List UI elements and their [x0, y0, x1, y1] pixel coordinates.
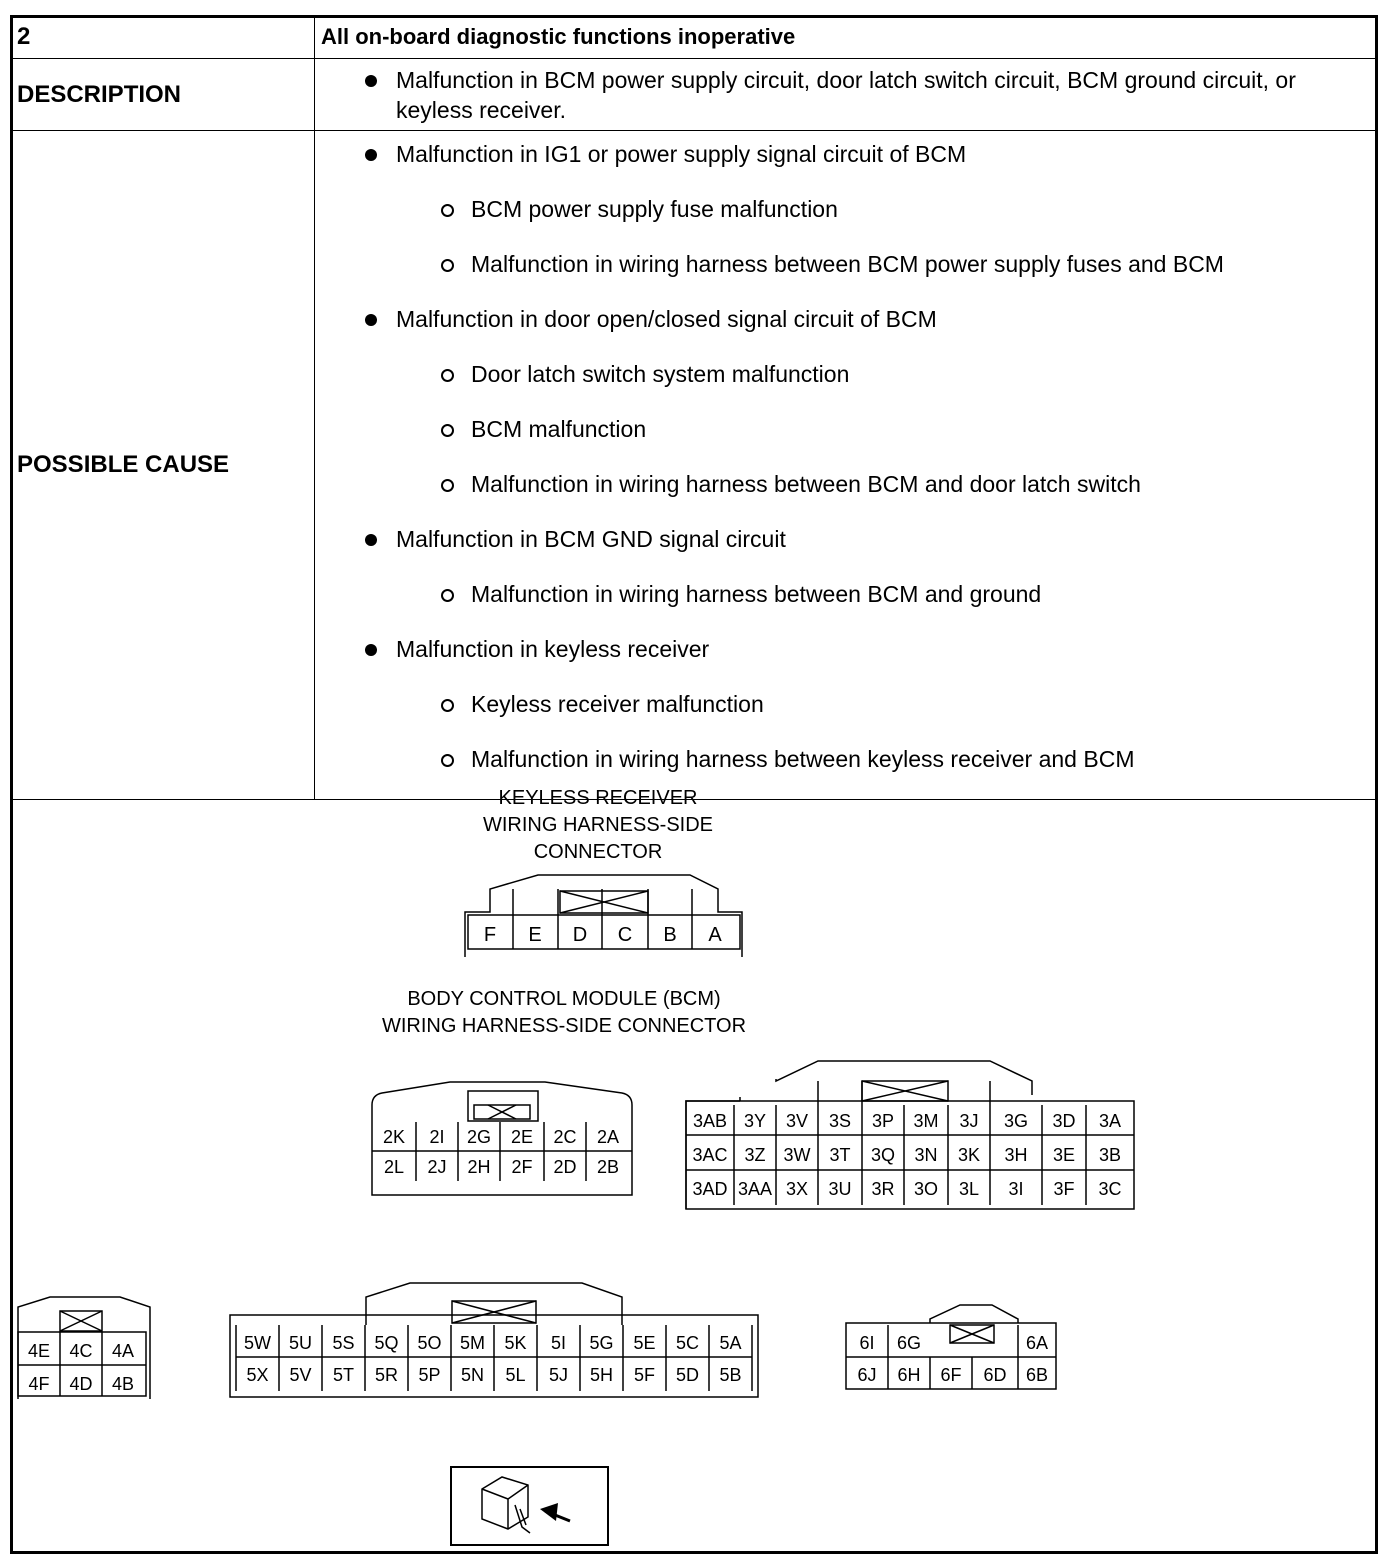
keyless-pin-label: B: [663, 924, 677, 946]
c5-pin-label: 5G: [589, 1333, 614, 1353]
c3-pin-label: 3N: [914, 1145, 938, 1165]
c3-pin-label: 3J: [959, 1111, 979, 1131]
c3-pin-label: 3R: [871, 1179, 895, 1199]
c4-pin-label: 4F: [28, 1374, 50, 1394]
cause-subitem: Malfunction in wiring harness between BCM and ground: [321, 579, 1377, 609]
c5-pin-label: 5O: [417, 1333, 442, 1353]
keyless-pin-label: A: [708, 924, 722, 946]
c2-pin-label: 2D: [553, 1157, 577, 1177]
description-item: Malfunction in BCM power supply circuit, door latch switch circuit, BCM ground circuit, or keyless receiver.: [321, 65, 1377, 125]
keyless-connector-title: CONNECTOR: [533, 841, 663, 863]
cause-subitem: Malfunction in wiring harness between keyless receiver and BCM: [321, 744, 1377, 774]
c5-pin-label: 5F: [633, 1365, 656, 1385]
c3-pin-label: 3P: [871, 1111, 895, 1131]
cause-item: Malfunction in door open/closed signal circuit of BCM: [321, 304, 1377, 334]
c5-pin-label: 5K: [504, 1333, 527, 1353]
c5-pin-label: 5P: [418, 1365, 441, 1385]
c5-pin-label: 5Q: [374, 1333, 399, 1353]
c2-pin-label: 2I: [429, 1127, 445, 1147]
keyless-connector-title: WIRING HARNESS-SIDE: [482, 814, 714, 836]
c2-pin-label: 2H: [467, 1157, 491, 1177]
connector-diagram: [10, 777, 1378, 1554]
c2-pin-label: 2E: [510, 1127, 534, 1147]
c4-pin-label: 4A: [111, 1341, 135, 1361]
c3-pin-label: 3H: [1004, 1145, 1028, 1165]
c3-pin-label: 3AD: [692, 1179, 728, 1199]
c3-pin-label: 3O: [913, 1179, 939, 1199]
c3-pin-label: 3B: [1098, 1145, 1122, 1165]
c6-pin-label: 6I: [859, 1333, 875, 1353]
c5-pin-label: 5A: [719, 1333, 742, 1353]
c5-pin-label: 5E: [633, 1333, 656, 1353]
c3-pin-label: 3U: [828, 1179, 852, 1199]
c5-pin-label: 5V: [289, 1365, 312, 1385]
c5-pin-label: 5L: [505, 1365, 526, 1385]
possible-cause-label: POSSIBLE CAUSE: [11, 131, 315, 800]
c3-pin-label: 3AB: [692, 1111, 728, 1131]
c5-pin-label: 5D: [675, 1365, 700, 1385]
c4-pin-label: 4D: [69, 1374, 93, 1394]
c2-pin-label: 2J: [427, 1157, 447, 1177]
c2-pin-label: 2A: [596, 1127, 620, 1147]
c4-pin-label: 4E: [27, 1341, 51, 1361]
c3-pin-label: 3A: [1098, 1111, 1122, 1131]
c6-pin-label: 6J: [857, 1365, 877, 1385]
description-label: DESCRIPTION: [11, 59, 315, 131]
c5-pin-label: 5W: [244, 1333, 271, 1353]
c3-pin-label: 3X: [785, 1179, 809, 1199]
c3-pin-label: 3V: [785, 1111, 809, 1131]
c2-pin-label: 2F: [511, 1157, 533, 1177]
c6-pin-label: 6F: [940, 1365, 962, 1385]
c6-pin-label: 6A: [1025, 1333, 1049, 1353]
cause-subitem: BCM power supply fuse malfunction: [321, 194, 1377, 224]
cause-item: Malfunction in IG1 or power supply signal circuit of BCM: [321, 139, 1377, 169]
cause-item: Malfunction in BCM GND signal circuit: [321, 524, 1377, 554]
bcm-connector-title: WIRING HARNESS-SIDE CONNECTOR: [381, 1015, 747, 1037]
c3-pin-label: 3D: [1052, 1111, 1076, 1131]
c5-pin-label: 5X: [246, 1365, 269, 1385]
c3-pin-label: 3F: [1053, 1179, 1075, 1199]
c5-pin-label: 5N: [460, 1365, 485, 1385]
c2-pin-label: 2C: [553, 1127, 577, 1147]
c2-pin-label: 2K: [382, 1127, 406, 1147]
c6-pin-label: 6D: [983, 1365, 1007, 1385]
c5-pin-label: 5S: [332, 1333, 355, 1353]
c3-pin-label: 3AC: [692, 1145, 728, 1165]
step-number: 2: [11, 16, 315, 59]
c4-pin-label: 4C: [69, 1341, 93, 1361]
c3-pin-label: 3L: [958, 1179, 980, 1199]
keyless-pin-label: E: [528, 924, 542, 946]
c3-pin-label: 3Z: [744, 1145, 766, 1165]
c3-pin-label: 3W: [783, 1145, 811, 1165]
c5-pin-label: 5T: [332, 1365, 355, 1385]
c3-pin-label: 3I: [1008, 1179, 1024, 1199]
c5-pin-label: 5I: [550, 1333, 567, 1353]
c2-pin-label: 2B: [596, 1157, 620, 1177]
c6-pin-label: 6B: [1025, 1365, 1049, 1385]
c2-pin-label: 2L: [383, 1157, 405, 1177]
c6-pin-label: 6H: [897, 1365, 921, 1385]
cause-subitem: Malfunction in wiring harness between BCM power supply fuses and BCM: [321, 249, 1377, 279]
c3-pin-label: 3M: [913, 1111, 939, 1131]
c5-pin-label: 5B: [719, 1365, 742, 1385]
c3-pin-label: 3Y: [743, 1111, 767, 1131]
c5-pin-label: 5R: [374, 1365, 399, 1385]
c3-pin-label: 3Q: [870, 1145, 896, 1165]
c3-pin-label: 3G: [1003, 1111, 1029, 1131]
c3-pin-label: 3AA: [737, 1179, 773, 1199]
keyless-pin-label: F: [483, 924, 497, 946]
cause-subitem: BCM malfunction: [321, 414, 1377, 444]
keyless-pin-label: D: [572, 924, 588, 946]
c6-pin-label: 6G: [896, 1333, 922, 1353]
c3-pin-label: 3C: [1098, 1179, 1122, 1199]
keyless-pin-label: C: [617, 924, 633, 946]
c5-pin-label: 5H: [589, 1365, 614, 1385]
c3-pin-label: 3K: [957, 1145, 981, 1165]
c3-pin-label: 3S: [828, 1111, 852, 1131]
c5-pin-label: 5U: [288, 1333, 313, 1353]
c3-pin-label: 3T: [829, 1145, 851, 1165]
c3-pin-label: 3E: [1052, 1145, 1076, 1165]
keyless-connector-title: KEYLESS RECEIVER: [498, 787, 698, 809]
cause-subitem: Door latch switch system malfunction: [321, 359, 1377, 389]
bcm-connector-title: BODY CONTROL MODULE (BCM): [407, 988, 721, 1010]
c5-pin-label: 5C: [675, 1333, 700, 1353]
c5-pin-label: 5J: [548, 1365, 569, 1385]
cause-item: Malfunction in keyless receiver: [321, 634, 1377, 664]
cause-subitem: Keyless receiver malfunction: [321, 689, 1377, 719]
c2-pin-label: 2G: [466, 1127, 492, 1147]
c5-pin-label: 5M: [459, 1333, 486, 1353]
c4-pin-label: 4B: [111, 1374, 135, 1394]
step-title: All on-board diagnostic functions inoperative: [315, 16, 1378, 59]
cause-subitem: Malfunction in wiring harness between BCM and door latch switch: [321, 469, 1377, 499]
